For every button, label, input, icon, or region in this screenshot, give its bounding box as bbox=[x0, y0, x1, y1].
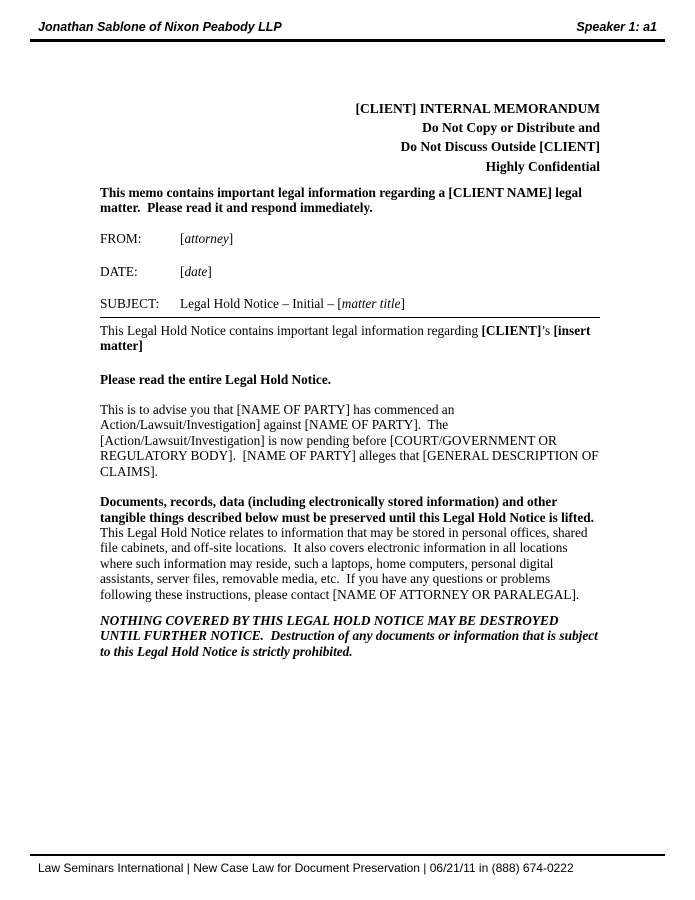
warning-paragraph: NOTHING COVERED BY THIS LEGAL HOLD NOTICE MAY BE DESTROYED UNTIL FURTHER NOTICE. Destruction of any documents or information that is subject to this Legal Hold Notice is strictly prohibited. bbox=[100, 612, 602, 659]
subject-placeholder: matter title bbox=[341, 296, 401, 312]
read-notice-heading: Please read the entire Legal Hold Notice. bbox=[100, 371, 332, 387]
bracket-close: ] bbox=[207, 263, 212, 279]
from-placeholder: attorney bbox=[184, 230, 229, 246]
memo-intro: This memo contains important legal information regarding a [CLIENT NAME] legal matter. Please read it and respond immediately. bbox=[100, 184, 586, 216]
memo-title-line-2: Do Not Copy or Distribute and bbox=[422, 120, 600, 136]
date-placeholder: date bbox=[184, 263, 208, 279]
page-header bbox=[30, 0, 665, 42]
bracket-open: [ bbox=[337, 296, 342, 312]
subject-label: SUBJECT: bbox=[100, 296, 160, 312]
date-label: DATE: bbox=[100, 263, 138, 279]
memo-content bbox=[100, 99, 603, 659]
advise-paragraph: This is to advise you that [NAME OF PARTY] has commenced an Action/Lawsuit/Investigation] against [NAME OF PARTY]. The [Action/Lawsuit/Investigation] is now pending before [COURT/GOVERNMENT OR REGULATORY BODY]. [NAME OF PARTY] alleges that [GENERAL DESCRIPTION OF CLAIMS]. bbox=[100, 402, 603, 479]
notice-matter: [insert matter] bbox=[100, 322, 594, 354]
bracket-open: [ bbox=[180, 263, 185, 279]
memo-title-line-4: Highly Confidential bbox=[485, 158, 600, 174]
field-subject bbox=[100, 296, 600, 311]
subject-text: Legal Hold Notice – Initial – bbox=[180, 296, 338, 312]
preserve-paragraph bbox=[100, 494, 600, 602]
header-author: Jonathan Sablone of Nixon Peabody LLP bbox=[38, 20, 282, 34]
bracket-close: ] bbox=[228, 230, 234, 246]
field-date bbox=[100, 264, 600, 279]
from-label: FROM: bbox=[100, 230, 142, 246]
page-footer bbox=[30, 854, 665, 875]
subject-value bbox=[180, 296, 405, 311]
preserve-regular-text: This Legal Hold Notice relates to information that may be stored in personal offices, shared file cabinets, and off-site locations. It also covers electronic information in all locations where such information may reside, such a laptops, home computers, personal digital assistants, server files, removable media, etc. If you have any questions or problems following these instructions, please contact [NAME OF ATTORNEY OR PARALEGAL]. bbox=[100, 509, 601, 602]
notice-client: [CLIENT] bbox=[481, 322, 542, 338]
memo-title-block bbox=[100, 99, 600, 176]
date-value bbox=[180, 264, 212, 279]
bracket-close: ] bbox=[400, 296, 405, 312]
notice-possessive: ’s bbox=[541, 322, 554, 338]
header-speaker-label: Speaker 1: a1 bbox=[576, 20, 657, 34]
from-value bbox=[180, 231, 233, 246]
bracket-open: [ bbox=[180, 230, 185, 246]
divider-line bbox=[100, 317, 600, 318]
preserve-bold-text: Documents, records, data (including electronically stored information) and other tangible things described below must be preserved until this Legal Hold Notice is lifted. bbox=[100, 494, 594, 525]
field-from bbox=[100, 231, 600, 246]
footer-text: Law Seminars International | New Case Law for Document Preservation | 06/21/11 in (888) 674-0222 bbox=[38, 861, 574, 875]
memo-title-line-3: Do Not Discuss Outside [CLIENT] bbox=[400, 139, 600, 155]
memo-title-line-1: [CLIENT] INTERNAL MEMORANDUM bbox=[355, 101, 600, 116]
notice-paragraph bbox=[100, 323, 600, 354]
notice-text: This Legal Hold Notice contains important legal information regarding bbox=[100, 322, 482, 338]
